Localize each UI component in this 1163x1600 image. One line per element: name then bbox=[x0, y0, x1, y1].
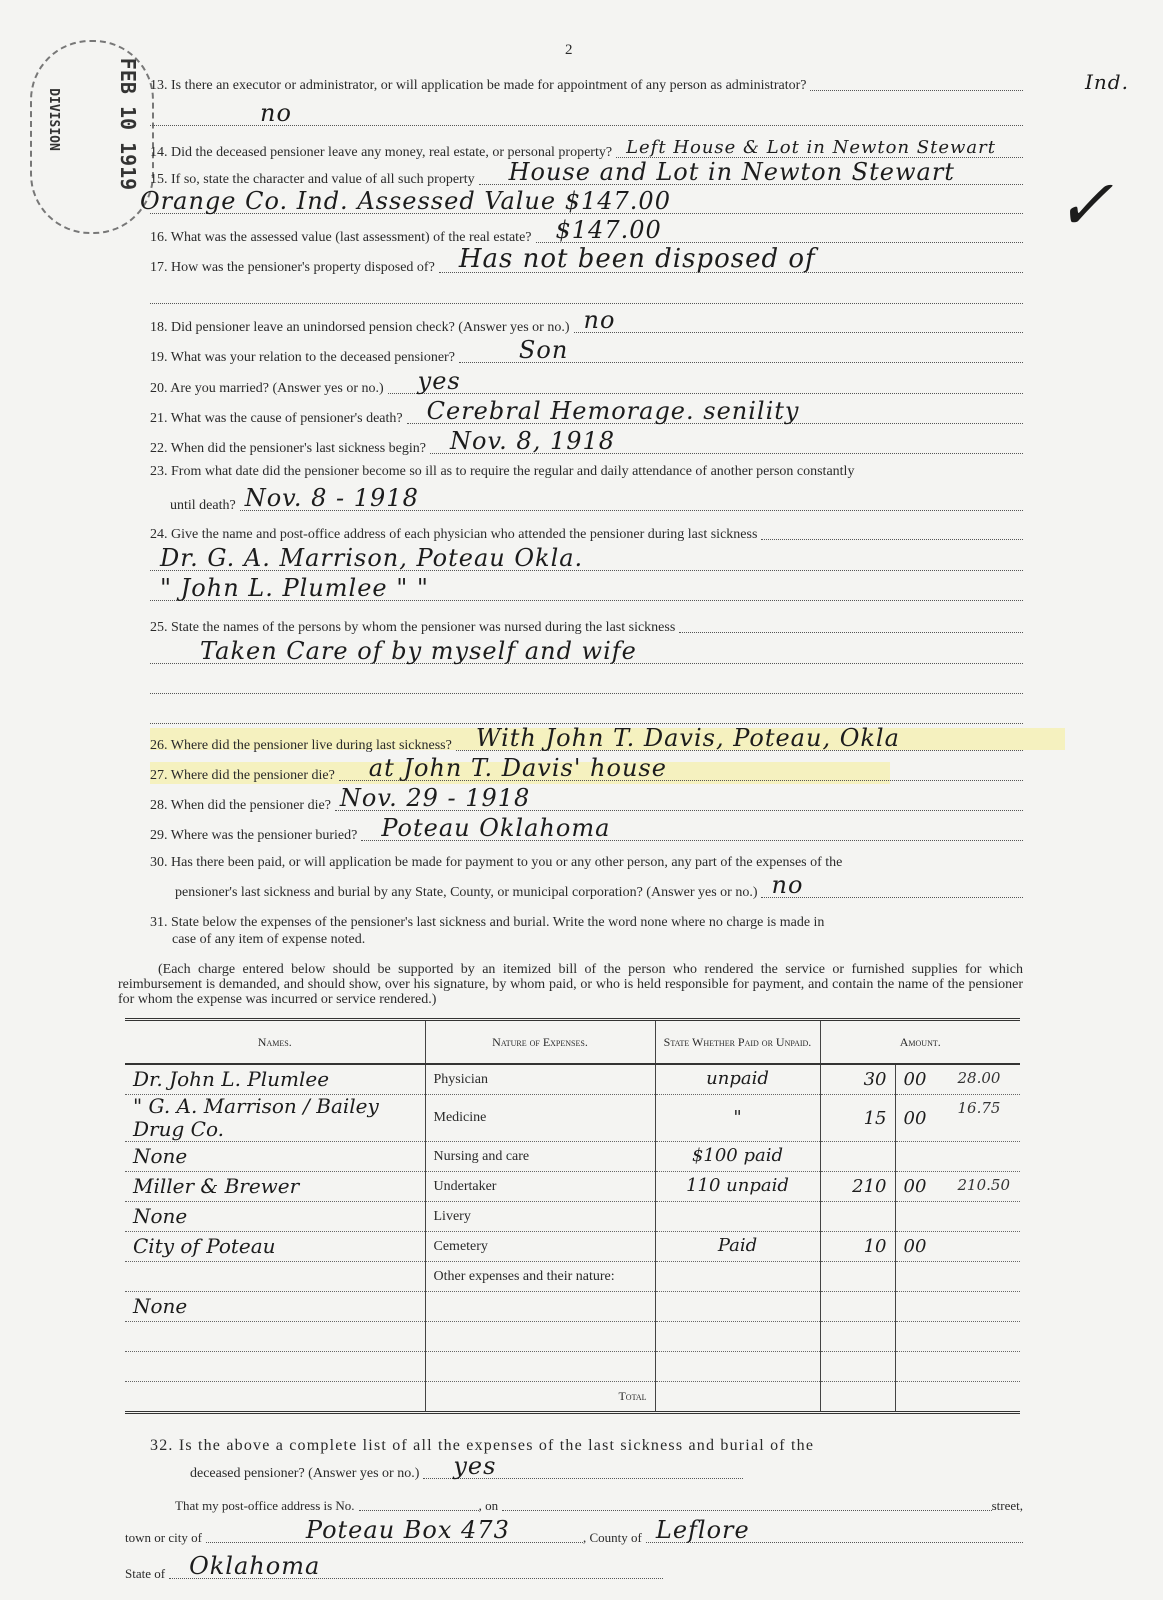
answer-line bbox=[150, 637, 1023, 665]
question-17: 17. How was the pensioner's property disposed of? Has not been disposed of bbox=[150, 260, 1023, 276]
expense-nature: Livery bbox=[433, 1208, 471, 1224]
expense-cents-cell bbox=[895, 1292, 1020, 1322]
expense-paid-status-cell bbox=[655, 1322, 820, 1352]
question-14: 14. Did the deceased pensioner leave any money, real estate, or personal property? Left House & Lot in Newton Stewart bbox=[150, 145, 1023, 161]
answer-32: yes bbox=[453, 1452, 497, 1480]
expense-paid-status: 110 unpaid bbox=[686, 1175, 789, 1197]
answer-29: Poteau Oklahoma bbox=[381, 814, 611, 842]
state-value: Oklahoma bbox=[189, 1552, 321, 1580]
answer-15b: Orange Co. Ind. Assessed Value $147.00 bbox=[140, 187, 671, 215]
answer-line bbox=[150, 574, 1023, 602]
expense-name: None bbox=[133, 1204, 188, 1228]
expense-paid-status: unpaid bbox=[706, 1068, 769, 1090]
expense-dollars-cell bbox=[820, 1262, 895, 1292]
expense-cents-cell bbox=[895, 1382, 1020, 1413]
expense-nature-cell bbox=[425, 1232, 655, 1262]
state-line: State of Oklahoma bbox=[125, 1566, 663, 1582]
question-30-cont: pensioner's last sickness and burial by any State, County, or municipal corporation? (Answer yes or no.) no bbox=[175, 885, 1023, 901]
stamp-division: DIVISION bbox=[45, 88, 61, 151]
answer-17: Has not been disposed of bbox=[458, 244, 816, 274]
expense-cents: 00 bbox=[903, 1069, 927, 1090]
table-row bbox=[125, 1292, 1020, 1322]
expense-paid-status-cell bbox=[655, 1142, 820, 1172]
expense-paid-status: $100 paid bbox=[691, 1145, 784, 1167]
expense-name: City of Poteau bbox=[133, 1234, 276, 1258]
expense-dollars-cell bbox=[820, 1352, 895, 1382]
question-23: 23. From what date did the pensioner become so ill as to require the regular and daily attendance of another person constantly bbox=[150, 464, 855, 479]
expense-name-cell bbox=[125, 1382, 425, 1413]
expense-cents-cell bbox=[895, 1352, 1020, 1382]
question-19: 19. What was your relation to the deceased pensioner? Son bbox=[150, 350, 1023, 366]
po-address: That my post-office address is No. , on street, bbox=[175, 1498, 1023, 1513]
expense-name-cell bbox=[125, 1095, 425, 1142]
table-row bbox=[125, 1142, 1020, 1172]
question-30: 30. Has there been paid, or will application be made for payment to you or any other person, any part of the expenses of the bbox=[150, 855, 843, 870]
answer-line bbox=[150, 693, 1023, 694]
header-nature: Nature of Expenses. bbox=[425, 1020, 655, 1065]
table-row bbox=[125, 1352, 1020, 1382]
answer-26: With John T. Davis, Poteau, Okla bbox=[475, 724, 900, 752]
header-names: Names. bbox=[125, 1020, 425, 1065]
answer-15: House and Lot in Newton Stewart bbox=[508, 158, 955, 186]
expense-cents-cell bbox=[895, 1202, 1020, 1232]
expense-dollars: 15 bbox=[863, 1107, 887, 1129]
expense-cents-cell bbox=[895, 1232, 1020, 1262]
question-29: 29. Where was the pensioner buried? Poteau Oklahoma bbox=[150, 828, 1023, 844]
answer-14: Left House & Lot in Newton Stewart bbox=[626, 137, 996, 158]
expense-dollars-cell bbox=[820, 1095, 895, 1142]
expense-paid-status-cell bbox=[655, 1064, 820, 1095]
expense-cents-cell bbox=[895, 1322, 1020, 1352]
expense-nature-cell bbox=[425, 1202, 655, 1232]
answer-line bbox=[150, 99, 1023, 127]
expense-name-cell bbox=[125, 1262, 425, 1292]
table-row bbox=[125, 1262, 1020, 1292]
expense-cents: 00 bbox=[903, 1176, 927, 1197]
question-16: 16. What was the assessed value (last assessment) of the real estate? $147.00 bbox=[150, 230, 1023, 246]
expense-name: Miller & Brewer bbox=[133, 1174, 300, 1198]
question-20: 20. Are you married? (Answer yes or no.) yes bbox=[150, 381, 1023, 397]
expense-name: None bbox=[133, 1144, 188, 1168]
margin-amount-note: 16.75 bbox=[957, 1099, 1001, 1117]
table-row bbox=[125, 1382, 1020, 1413]
table-row bbox=[125, 1172, 1020, 1202]
expense-dollars-cell bbox=[820, 1142, 895, 1172]
expense-nature: Other expenses and their nature: bbox=[433, 1268, 615, 1284]
expense-dollars-cell bbox=[820, 1322, 895, 1352]
expense-dollars-cell bbox=[820, 1232, 895, 1262]
expense-nature-cell bbox=[425, 1292, 655, 1322]
answer-25: Taken Care of by myself and wife bbox=[200, 637, 637, 665]
question-28: 28. When did the pensioner die? Nov. 29 - 1918 bbox=[150, 798, 1023, 814]
margin-amount-note: 28.00 bbox=[957, 1069, 1001, 1087]
expense-name-cell bbox=[125, 1202, 425, 1232]
expense-nature: Physician bbox=[433, 1071, 488, 1087]
question-24: 24. Give the name and post-office address of each physician who attended the pensioner during last sickness bbox=[150, 527, 1023, 543]
question-22: 22. When did the pensioner's last sickness begin? Nov. 8, 1918 bbox=[150, 441, 1023, 457]
answer-21: Cerebral Hemorage. senility bbox=[426, 397, 800, 425]
expense-name: None bbox=[133, 1294, 188, 1318]
answer-18: no bbox=[583, 306, 616, 334]
expense-nature: Nursing and care bbox=[433, 1148, 530, 1164]
expense-nature-cell bbox=[425, 1064, 655, 1095]
expense-cents: 00 bbox=[903, 1107, 927, 1129]
margin-note: Ind. bbox=[1085, 70, 1129, 94]
town-county: town or city of Poteau Box 473 , County of Leflore bbox=[125, 1530, 1023, 1546]
expense-name: " G. A. Marrison / Bailey Drug Co. bbox=[133, 1094, 379, 1141]
expense-dollars: 210 bbox=[852, 1176, 887, 1197]
expense-nature: Cemetery bbox=[433, 1238, 488, 1254]
answer-16: $147.00 bbox=[555, 216, 662, 244]
answer-20: yes bbox=[417, 367, 461, 395]
table-row bbox=[125, 1232, 1020, 1262]
expense-cents: 00 bbox=[903, 1236, 927, 1257]
answer-line bbox=[150, 303, 1023, 304]
expense-nature-cell bbox=[425, 1172, 655, 1202]
question-31-cont: case of any item of expense noted. bbox=[172, 932, 366, 947]
stamp-date: FEB 10 1919 bbox=[116, 57, 141, 191]
expense-cents-cell bbox=[895, 1095, 1020, 1142]
expense-dollars: 10 bbox=[863, 1236, 887, 1257]
expense-paid-status-cell bbox=[655, 1262, 820, 1292]
expense-paid-status-cell bbox=[655, 1172, 820, 1202]
expense-dollars-cell bbox=[820, 1382, 895, 1413]
instructions: (Each charge entered below should be supported by an itemized bill of the person who rendered the service or furnished supplies for which reimbursement is demanded, and should show, over his signature, by whom paid, or who is held responsible for payment, and contain the name of the pensioner for whom the expense was incurred or service rendered.) bbox=[118, 962, 1023, 1007]
margin-amount-note: 210.50 bbox=[957, 1176, 1010, 1194]
answer-30: no bbox=[771, 871, 804, 899]
answer-27: at John T. Davis' house bbox=[368, 754, 667, 782]
answer-24: Dr. G. A. Marrison, Poteau Okla. bbox=[160, 544, 584, 572]
question-18: 18. Did pensioner leave an unindorsed pension check? (Answer yes or no.) no bbox=[150, 320, 1023, 336]
table-row bbox=[125, 1322, 1020, 1352]
expense-cents-cell bbox=[895, 1064, 1020, 1095]
question-13: 13. Is there an executor or administrator, or will application be made for appointment of any person as administrator? bbox=[150, 78, 1023, 94]
page-number: 2 bbox=[565, 42, 573, 58]
expense-name: Dr. John L. Plumlee bbox=[133, 1067, 330, 1091]
expense-dollars-cell bbox=[820, 1202, 895, 1232]
expense-paid-status-cell bbox=[655, 1352, 820, 1382]
expense-cents-cell bbox=[895, 1142, 1020, 1172]
table-row bbox=[125, 1202, 1020, 1232]
expenses-table bbox=[125, 1018, 1020, 1414]
expense-nature-cell bbox=[425, 1262, 655, 1292]
expense-paid-status-cell bbox=[655, 1202, 820, 1232]
county-value: Leflore bbox=[655, 1516, 750, 1544]
expense-name-cell bbox=[125, 1352, 425, 1382]
expense-nature-cell bbox=[425, 1322, 655, 1352]
expense-paid-status-cell bbox=[655, 1382, 820, 1413]
expense-nature: Medicine bbox=[433, 1110, 487, 1125]
expense-name-cell bbox=[125, 1292, 425, 1322]
question-25: 25. State the names of the persons by whom the pensioner was nursed during the last sickness bbox=[150, 620, 1023, 636]
question-32: 32. Is the above a complete list of all the expenses of the last sickness and burial of the bbox=[150, 1437, 815, 1454]
answer-13: no bbox=[260, 99, 292, 127]
town-value: Poteau Box 473 bbox=[305, 1516, 510, 1544]
check-mark: ✓ bbox=[1055, 164, 1115, 246]
answer-19: Son bbox=[518, 336, 569, 364]
answer-23: Nov. 8 - 1918 bbox=[244, 484, 419, 512]
header-amount: Amount. bbox=[820, 1020, 1020, 1065]
answer-line bbox=[140, 187, 1023, 215]
answer-line bbox=[150, 544, 1023, 572]
expense-nature: Undertaker bbox=[433, 1178, 497, 1194]
expense-paid-status-cell bbox=[655, 1232, 820, 1262]
expense-dollars-cell bbox=[820, 1172, 895, 1202]
expense-name-cell bbox=[125, 1172, 425, 1202]
received-stamp bbox=[30, 40, 154, 234]
table-row bbox=[125, 1064, 1020, 1095]
expense-name-cell bbox=[125, 1142, 425, 1172]
question-23-cont: until death? Nov. 8 - 1918 bbox=[170, 498, 1023, 514]
expense-name-cell bbox=[125, 1322, 425, 1352]
expense-cents-cell bbox=[895, 1262, 1020, 1292]
expense-paid-status: " bbox=[733, 1106, 742, 1128]
expense-paid-status-cell bbox=[655, 1095, 820, 1142]
expense-dollars-cell bbox=[820, 1292, 895, 1322]
expense-nature-cell bbox=[425, 1352, 655, 1382]
question-21: 21. What was the cause of pensioner's death? Cerebral Hemorage. senility bbox=[150, 411, 1023, 427]
expense-name-cell bbox=[125, 1232, 425, 1262]
question-31: 31. State below the expenses of the pensioner's last sickness and burial. Write the word none where no charge is made in bbox=[150, 915, 825, 930]
expense-dollars: 30 bbox=[863, 1069, 887, 1090]
expense-dollars-cell bbox=[820, 1064, 895, 1095]
expense-nature-cell bbox=[425, 1095, 655, 1142]
expense-nature-cell bbox=[425, 1142, 655, 1172]
answer-28: Nov. 29 - 1918 bbox=[339, 784, 531, 812]
question-32-cont: deceased pensioner? (Answer yes or no.) yes bbox=[190, 1466, 743, 1482]
expense-paid-status-cell bbox=[655, 1292, 820, 1322]
table-row bbox=[125, 1095, 1020, 1142]
question-27: 27. Where did the pensioner die? at John T. Davis' house bbox=[150, 768, 1023, 784]
header-paid: State Whether Paid or Unpaid. bbox=[655, 1020, 820, 1065]
expense-cents-cell bbox=[895, 1172, 1020, 1202]
total-label: Total bbox=[618, 1389, 647, 1403]
expense-paid-status: Paid bbox=[717, 1235, 758, 1257]
question-15: 15. If so, state the character and value of all such property House and Lot in Newton Stewart bbox=[150, 172, 1023, 188]
answer-22: Nov. 8, 1918 bbox=[450, 427, 616, 455]
expense-nature-cell bbox=[425, 1382, 655, 1413]
question-26: 26. Where did the pensioner live during last sickness? With John T. Davis, Poteau, Okla bbox=[150, 738, 1023, 754]
expense-name-cell bbox=[125, 1064, 425, 1095]
answer-24b: " John L. Plumlee " " bbox=[160, 574, 429, 602]
